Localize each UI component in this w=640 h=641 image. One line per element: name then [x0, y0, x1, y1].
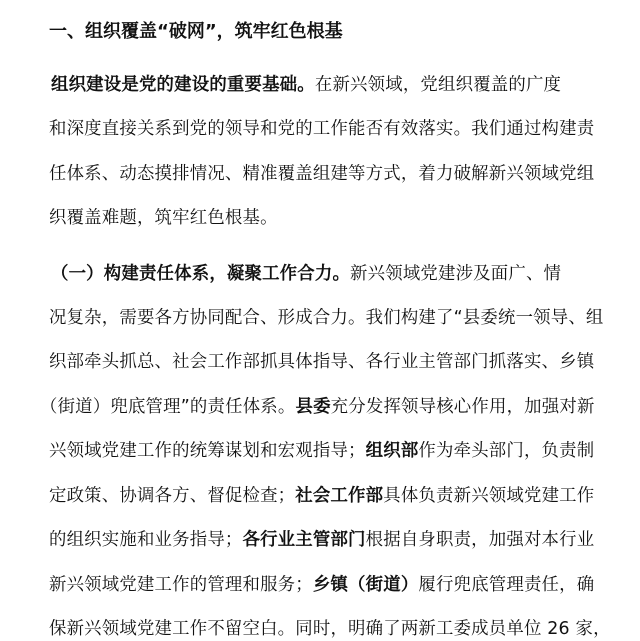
industry-dept-text: 根据自身职责，加强对本行业: [365, 530, 595, 550]
paragraph-1-line-3: 任体系、动态摸排情况、精准覆盖组建等方式，着力破解新兴领域党组: [49, 164, 595, 184]
paragraph-2-line-2: 况复杂，需要各方协同配合、形成合力。我们构建了“县委统一领导、组: [49, 308, 604, 328]
section-heading: 一、组织覆盖“破网”，筑牢红色根基: [49, 21, 343, 42]
line-7-text: 的组织实施和业务指导；: [49, 530, 243, 550]
industry-dept-term: 各行业主管部门: [242, 530, 366, 550]
social-work-dept-text: 具体负责新兴领域党建工作: [383, 486, 595, 506]
paragraph-1-line-1: [51, 73, 561, 97]
responsibility-system-text: （街道）兜底管理”的责任体系。: [40, 397, 296, 417]
county-committee-text: 充分发挥领导核心作用，加强对新: [330, 397, 595, 417]
social-work-dept-term: 社会工作部: [295, 486, 384, 506]
township-text: 履行兜底管理责任，确: [418, 575, 595, 595]
paragraph-2-line-9: 保新兴领域党建工作不留空白。同时，明确了两新工委成员单位 26 家，: [49, 619, 611, 639]
paragraph-2-line-5: [49, 439, 594, 463]
paragraph-2-line-6: [49, 484, 594, 508]
line-6-text: 定政策、协调各方、督促检查；: [49, 486, 296, 506]
paragraph-2-line-7: [49, 528, 594, 552]
line-8-text: 新兴领域党建工作的管理和服务；: [49, 575, 313, 595]
organization-dept-term: 组织部: [365, 441, 419, 461]
paragraph-1-line-2: 和深度直接关系到党的领导和党的工作能否有效落实。我们通过构建责: [49, 119, 595, 139]
paragraph-2-line-1: [51, 262, 561, 286]
paragraph-2-text: 新兴领域党建涉及面广、情: [350, 264, 562, 284]
paragraph-1-lead: 组织建设是党的建设的重要基础。: [51, 75, 315, 95]
paragraph-1-line-4: 织覆盖难题，筑牢红色根基。: [49, 208, 278, 228]
paragraph-2-lead: （一）构建责任体系，凝聚工作合力。: [51, 264, 351, 284]
county-committee-term: 县委: [295, 397, 331, 417]
paragraph-2-line-4: [40, 395, 595, 419]
township-term: 乡镇（街道）: [312, 575, 419, 595]
paragraph-2-line-8: [49, 573, 594, 597]
organization-dept-text: 作为牵头部门，负责制: [418, 441, 595, 461]
paragraph-1-text: 在新兴领域，党组织覆盖的广度: [314, 75, 562, 95]
line-5-text: 兴领域党建工作的统筹谋划和宏观指导；: [49, 441, 366, 461]
paragraph-2-line-3: 织部牵头抓总、社会工作部抓具体指导、各行业主管部门抓落实、乡镇: [49, 352, 595, 372]
